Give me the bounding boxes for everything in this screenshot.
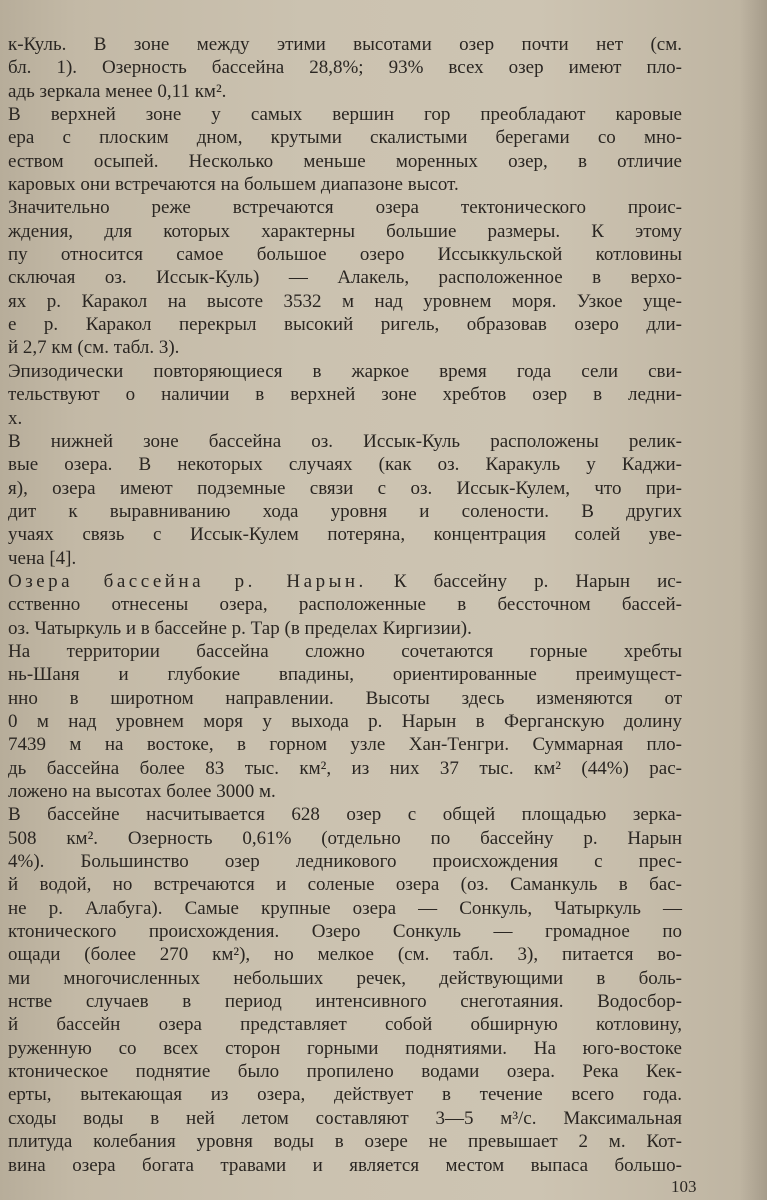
text-line: каровых они встречаются на большем диапазоне высот.: [8, 174, 459, 196]
text-line: тельствуют о наличии в верхней зоне хребтов озер в ледни-: [8, 384, 682, 406]
text-line: ми многочисленных небольших речек, действующими в боль-: [8, 967, 682, 989]
text-line: нстве случаев в период интенсивного снеготаяния. Водосбор-: [8, 991, 682, 1013]
text-line: Эпизодически повторяющиеся в жаркое время года сели сви-: [8, 360, 682, 382]
text-line: оз. Чатыркуль и в бассейне р. Тар (в пределах Киргизии).: [8, 617, 472, 639]
text-line: сходы воды в ней летом составляют 3—5 м³/с. Максимальная: [8, 1107, 682, 1129]
text-line: ложено на высотах более 3000 м.: [8, 781, 276, 802]
text-line: ктоническое поднятие было пропилено водами озера. Река Кек-: [8, 1061, 682, 1083]
text-line: 4%). Большинство озер ледникового происхождения с прес-: [8, 851, 682, 873]
text-line: В верхней зоне у самых вершин гор преобладают каровые: [8, 104, 682, 126]
text-line: В нижней зоне бассейна оз. Иссык-Куль расположены релик-: [8, 430, 682, 452]
text-line: й 2,7 км (см. табл. 3).: [8, 337, 180, 359]
text-line: чена [4].: [8, 547, 77, 569]
text-line: руженную со всех сторон горными поднятиями. На юго-востоке: [8, 1037, 682, 1059]
text-line: 7439 м на востоке, в горном узле Хан-Тенгри. Суммарная пло-: [8, 734, 682, 756]
text-line: к-Куль. В зоне между этими высотами озер почти нет (см.: [8, 34, 682, 55]
page-number: 103: [671, 1177, 697, 1196]
text-line: ях р. Каракол на высоте 3532 м над уровнем моря. Узкое ущe-: [8, 290, 682, 312]
text-line: сственно отнесены озера, расположенные в бессточном бассей-: [8, 594, 682, 616]
text-line: нь-Шаня и глубокие впадины, ориентированные преимущест-: [8, 664, 682, 686]
text-line: нно в широтном направлении. Высоты здесь изменяются от: [8, 687, 682, 709]
text-line: вина озера богата травами и является местом выпаса большо-: [8, 1154, 682, 1176]
text-line: В бассейне насчитывается 628 озер с общей площадью зерка-: [8, 804, 682, 826]
text-line: 508 км². Озерность 0,61% (отдельно по бассейну р. Нарын: [8, 827, 682, 849]
section-heading-spaced: Озера бассейна р. Нарын.: [8, 570, 367, 592]
text-line: дит к выравниванию хода уровня и солености. В других: [8, 500, 682, 522]
text-line: На территории бассейна сложно сочетаются горные хребты: [8, 640, 682, 662]
text-line: е р. Каракол перекрыл высокий ригель, образовав озеро дли-: [8, 314, 682, 336]
text-line: еством осыпей. Несколько меньше моренных озер, в отличие: [8, 150, 682, 172]
text-line: адь зеркала менее 0,11 км².: [8, 80, 227, 102]
text-line: пу относится самое большое озеро Иссыккульской котловины: [8, 244, 682, 266]
text-line: ерты, вытекающая из озера, действует в течение всего года.: [8, 1084, 682, 1106]
text-line: й бассейн озера представляет собой обширную котловину,: [8, 1014, 682, 1036]
text-line: х.: [8, 407, 23, 429]
text-line: ждения, для которых характерны большие размеры. К этому: [8, 220, 682, 242]
text-line: дь бассейна более 83 тыс. км², из них 37 тыс. км² (44%) рас-: [8, 757, 682, 779]
text-line: я), озера имеют подземные связи с оз. Иссык-Кулем, что при-: [8, 477, 682, 499]
text-line: плитуда колебания уровня воды в озере не превышает 2 м. Кот-: [8, 1131, 682, 1153]
book-spine-shadow: [739, 0, 767, 1200]
page-text-block: [0, 33, 740, 1177]
text-line: Озера бассейна р. Нарын. К бассейну р. Нарын ис-: [8, 570, 682, 592]
text-line: не р. Алабуга). Самые крупные озера — Сонкуль, Чатыркуль —: [8, 897, 682, 919]
text-line: ктонического происхождения. Озеро Сонкуль — громадное по: [8, 921, 682, 943]
text-line: учаях связь с Иссык-Кулем потеряна, концентрация солей уве-: [8, 524, 682, 546]
text-line: Значительно реже встречаются озера тектонического проис-: [8, 197, 682, 219]
text-line: ощади (более 270 км²), но мелкое (см. табл. 3), питается во-: [8, 944, 682, 966]
text-line: бл. 1). Озерность бассейна 28,8%; 93% всех озер имеют пло-: [8, 57, 682, 79]
text-line: вые озера. В некоторых случаях (как оз. Каракуль у Каджи-: [8, 454, 682, 476]
text-line: 0 м над уровнем моря у выхода р. Нарын в Ферганскую долину: [8, 710, 682, 732]
text-line: сключая оз. Иссык-Куль) — Алакель, расположенное в верхо-: [8, 267, 682, 289]
text-line: ера с плоским дном, крутыми скалистыми берегами со мно-: [8, 127, 682, 149]
text-line: й водой, но встречаются и соленые озера (оз. Саманкуль в бас-: [8, 874, 682, 896]
